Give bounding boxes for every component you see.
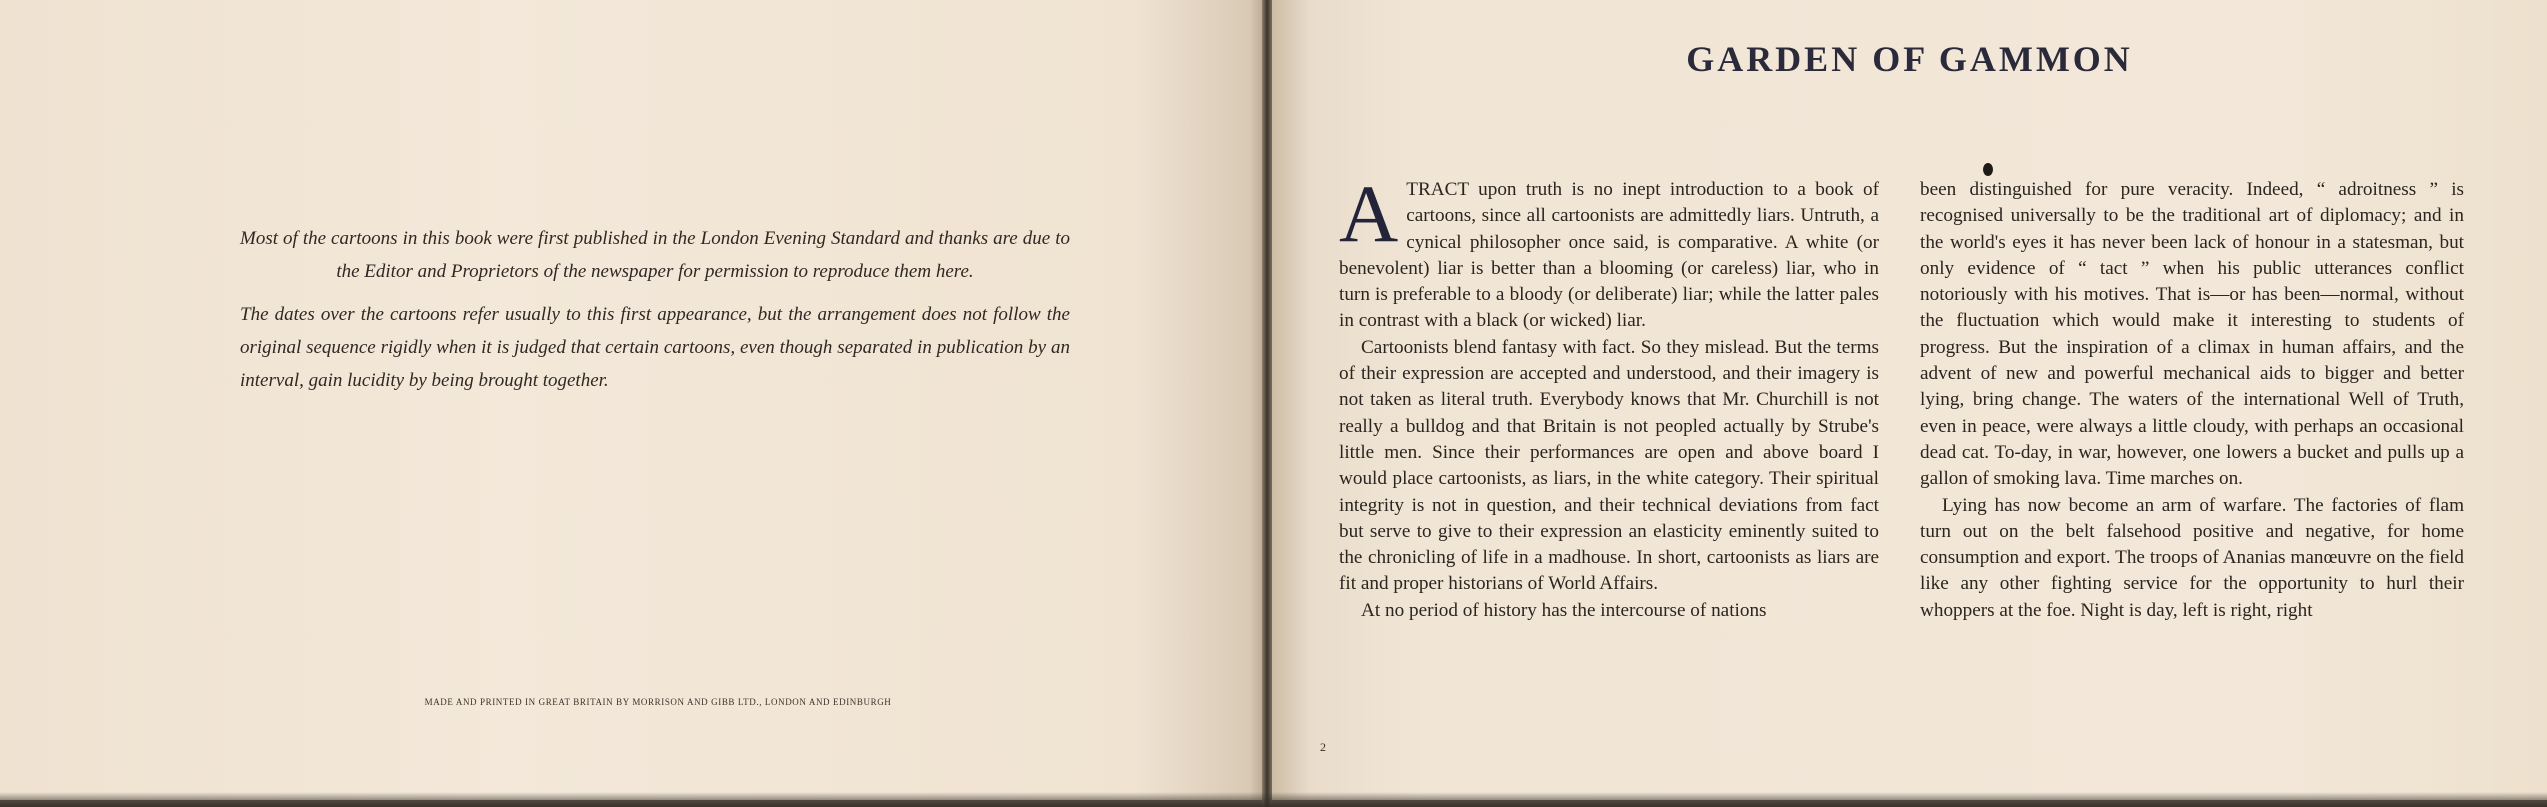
- text-column-right: [1920, 177, 2464, 624]
- printer-imprint: MADE AND PRINTED IN GREAT BRITAIN BY MORRISON AND GIBB LTD., LONDON AND EDINBURGH: [424, 697, 892, 707]
- left-page: [0, 0, 1262, 800]
- page-number: 2: [1320, 740, 1326, 754]
- right-page: [1272, 0, 2547, 800]
- body-paragraph: Cartoonists blend fantasy with fact. So they mislead. But the terms of their expression are accepted and understood, and their imagery is not taken as literal truth. Everybody knows that Mr. Churchill is not really a bulldog and that Britain is not peopled actually by Strube's little men. Since their performances are open and above board I would place cartoonists, as liars, in the white category. Their spiritual integrity is not in question, and their technical deviations from fact but serve to give to their expression an elasticity eminently suited to the chronicling of life in a madhouse. In short, cartoonists as liars are fit and proper historians of World Affairs.: [1339, 336, 1879, 595]
- ink-spot: [1983, 163, 1993, 176]
- body-paragraph: At no period of history has the intercourse of nations: [1361, 599, 1767, 621]
- text-column-left: [1339, 168, 1879, 624]
- book-gutter: [1262, 0, 1272, 807]
- chapter-title: GARDEN OF GAMMON: [1686, 39, 2133, 79]
- credits-paragraph-2: The dates over the cartoons refer usually to this first appearance, but the arrangement does not follow the original sequence rigidly when it is judged that certain cartoons, even though separated in publication by an interval, gain lucidity by being brought together.: [240, 304, 1070, 391]
- body-paragraph: Lying has now become an arm of warfare. The factories of flam turn out on the belt falsehood positive and negative, for home consumption and export. The troops of Ananias manœuvre on the field like any other fighting service for the opportunity to hurl their whoppers at the foe. Night is day, left is right, right: [1920, 494, 2464, 621]
- body-paragraph: been distinguished for pure veracity. Indeed, “ adroitness ” is recognised universally to be the traditional art of diplomacy; and in the world's eyes it has never been lack of honour in a statesman, but only evidence of “ tact ” when his public utterances conflict notoriously with his motives. That is—or has been—normal, without the fluctuation which would make it interesting to students of progress. But the inspiration of a climax in human affairs, and the advent of new and powerful mechanical aids to bigger and better lying, bring change. The waters of the international Well of Truth, even in peace, were always a little cloudy, with perhaps an occasional dead cat. To-day, in war, however, one lowers a bucket and pulls up a gallon of smoking lava. Time marches on.: [1920, 179, 2464, 490]
- body-paragraph: TRACT upon truth is no inept introduction to a book of cartoons, since all cartoonists are admittedly liars. Untruth, a cynical philosopher once said, is comparative. A white (or benevolent) liar is better than a blooming (or careless) liar, who in turn is preferable to a bloody (or deliberate) liar; while the latter pales in contrast with a black (or wicked) liar.: [1339, 179, 1879, 332]
- drop-cap: A: [1339, 168, 1399, 259]
- credits-note: [240, 222, 1070, 407]
- credits-paragraph-1: Most of the cartoons in this book were first published in the London Evening Standard and thanks are due to the Editor and Proprietors of the newspaper for permission to reproduce them here.: [240, 228, 1070, 282]
- page-edge-shadow: [0, 792, 2547, 807]
